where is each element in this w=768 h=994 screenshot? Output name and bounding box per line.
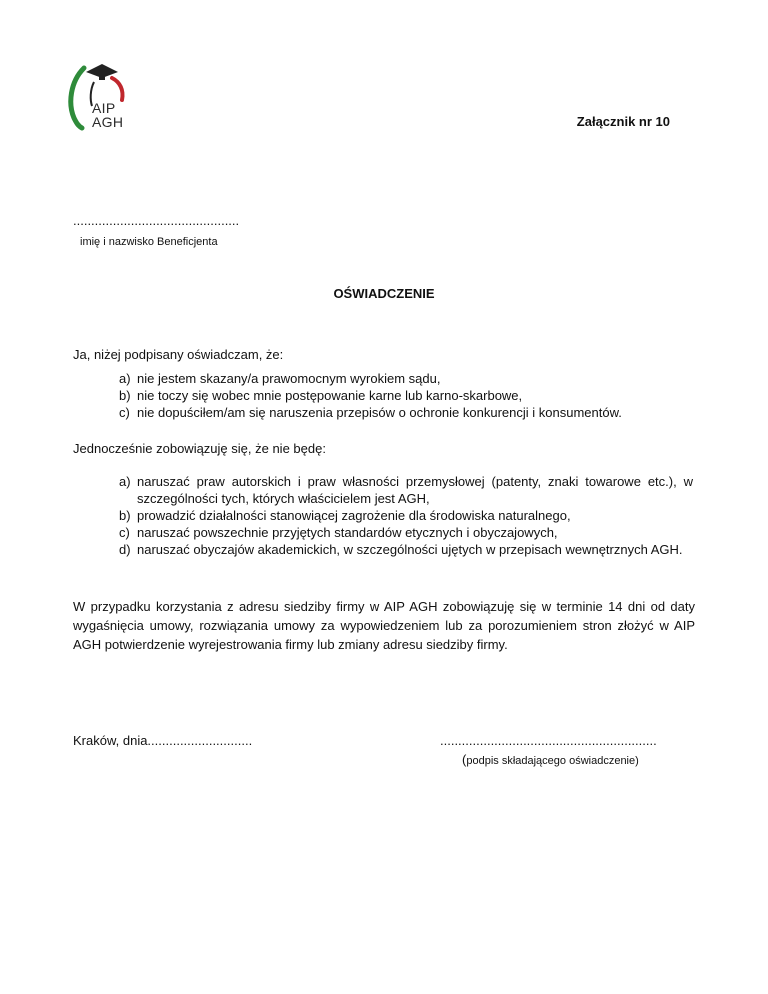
commitment-list	[73, 473, 693, 558]
address-paragraph: W przypadku korzystania z adresu siedziby firmy w AIP AGH zobowiązuję się w terminie 14 dni od daty wygaśnięcia umowy, rozwiązania umowy za wypowiedzeniem lub za porozumieniem stron złożyć w AIP AGH potwierdzenie wyrejestrowania firmy lub zmiany adresu siedziby firmy.	[73, 599, 695, 652]
list-marker: b)	[119, 388, 131, 403]
list-item	[73, 370, 693, 387]
logo-text	[92, 101, 123, 129]
list-item-text: prowadzić działalności stanowiącej zagrożenie dla środowiska naturalnego,	[137, 508, 571, 523]
list-marker: a)	[119, 371, 131, 386]
list-item-text: nie dopuściłem/am się naruszenia przepisów o ochronie konkurencji i konsumentów.	[137, 405, 622, 420]
list-item	[73, 541, 693, 558]
list-item	[73, 473, 693, 507]
list-marker: c)	[119, 525, 130, 540]
list-marker: d)	[119, 542, 131, 557]
list-item	[73, 507, 693, 524]
list-item-text: naruszać powszechnie przyjętych standardów etycznych i obyczajowych,	[137, 525, 558, 540]
list-item-text: naruszać obyczajów akademickich, w szczególności ujętych w przepisach wewnętrznych AGH.	[137, 542, 683, 557]
list-item-text: nie toczy się wobec mnie postępowanie karne lub karno-skarbowe,	[137, 388, 523, 403]
list-marker: a)	[119, 474, 131, 489]
beneficiary-name-line: ..............................................	[73, 213, 240, 228]
place-date-line: Kraków, dnia.............................	[73, 733, 253, 748]
list-item	[73, 387, 693, 404]
signature-caption-text: podpis składającego oświadczenie)	[466, 755, 639, 767]
commitment-intro: Jednocześnie zobowiązuję się, że nie będę:	[73, 441, 326, 456]
list-item-text: nie jestem skazany/a prawomocnym wyrokiem sądu,	[137, 371, 441, 386]
list-marker: b)	[119, 508, 131, 523]
signature-line: ............................................................	[440, 733, 657, 748]
signature-caption	[462, 752, 639, 767]
list-item-text: naruszać praw autorskich i praw własności przemysłowej (patenty, znaki towarowe etc.), w szczególności tych, których właścicielem jest AGH,	[137, 474, 693, 506]
list-item	[73, 404, 693, 421]
logo-line-aip: AIP	[92, 100, 116, 116]
declaration-list	[73, 370, 693, 421]
declaration-intro: Ja, niżej podpisany oświadczam, że:	[73, 347, 284, 362]
signature-caption-paren: (	[462, 752, 467, 767]
document-title: OŚWIADCZENIE	[333, 286, 435, 301]
list-item	[73, 524, 693, 541]
logo-line-agh: AGH	[92, 114, 124, 130]
annex-label: Załącznik nr 10	[576, 114, 670, 129]
beneficiary-caption: imię i nazwisko Beneficjenta	[80, 236, 218, 248]
list-marker: c)	[119, 405, 130, 420]
